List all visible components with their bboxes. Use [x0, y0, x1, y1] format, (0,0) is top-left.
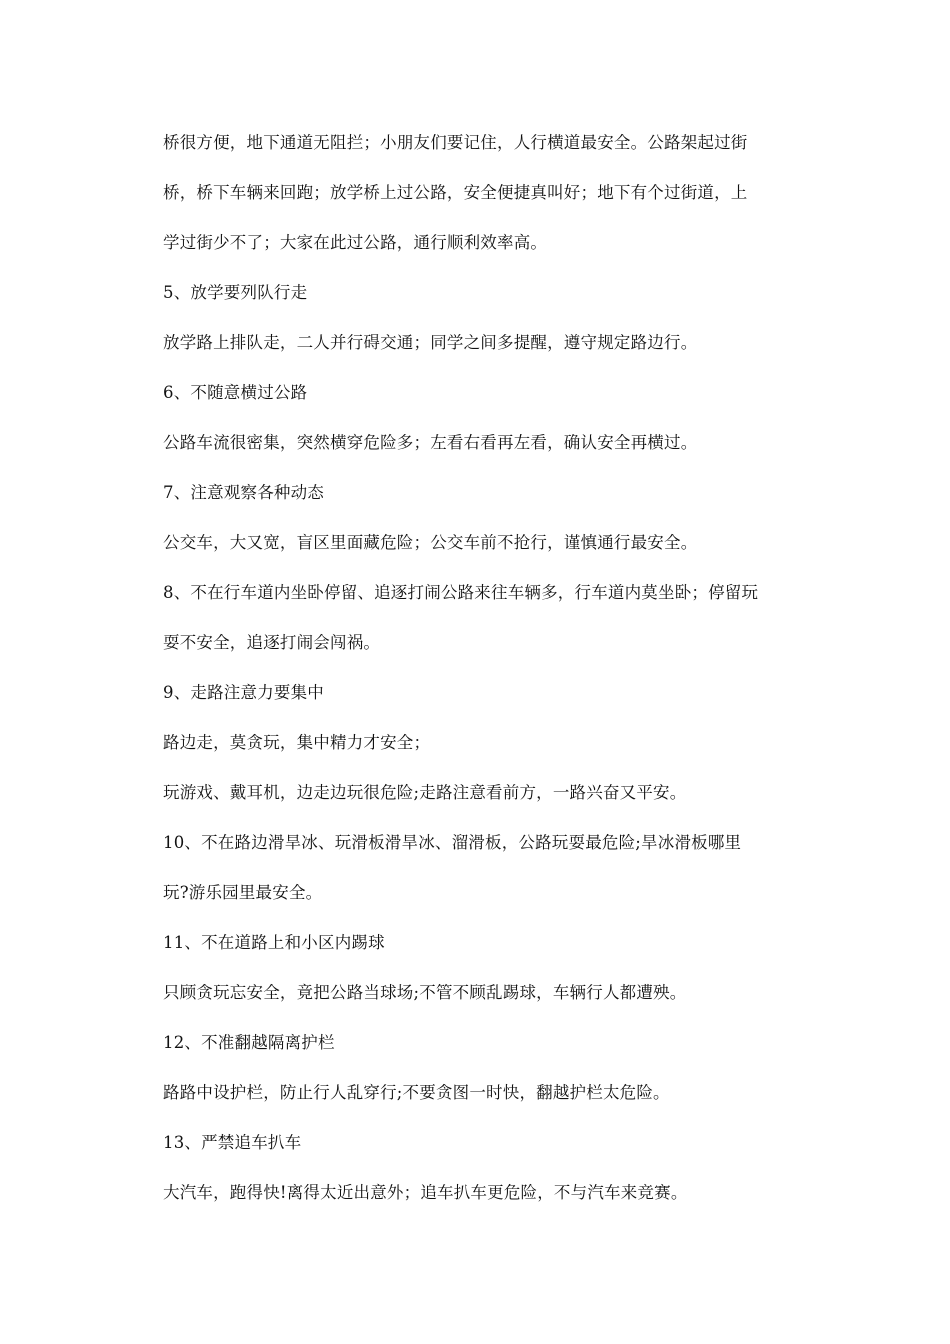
text-line: 公交车，大又宽，盲区里面藏危险；公交车前不抢行，谨慎通行最安全。 [163, 533, 698, 552]
section-heading: 10、不在路边滑旱冰、玩滑板滑旱冰、溜滑板，公路玩耍最危险;旱冰滑板哪里 [163, 833, 742, 852]
text-line: 玩游戏、戴耳机，边走边玩很危险;走路注意看前方，一路兴奋又平安。 [163, 783, 687, 802]
text-line: 路路中设护栏，防止行人乱穿行;不要贪图一时快，翻越护栏太危险。 [163, 1083, 670, 1102]
section-heading: 11、不在道路上和小区内踢球 [163, 933, 385, 952]
section-heading: 8、不在行车道内坐卧停留、追逐打闹公路来往车辆多，行车道内莫坐卧；停留玩 [163, 583, 759, 602]
section-heading: 7、注意观察各种动态 [163, 483, 324, 502]
section-heading: 12、不准翻越隔离护栏 [163, 1033, 335, 1052]
section-heading: 5、放学要列队行走 [163, 283, 308, 302]
text-line: 路边走，莫贪玩，集中精力才安全； [163, 733, 431, 752]
text-line: 桥，桥下车辆来回跑；放学桥上过公路，安全便捷真叫好；地下有个过街道，上 [163, 183, 748, 202]
text-line: 放学路上排队走，二人并行碍交通；同学之间多提醒，遵守规定路边行。 [163, 333, 698, 352]
text-line: 桥很方便，地下通道无阻拦；小朋友们要记住，人行横道最安全。公路架起过街 [163, 133, 748, 152]
text-line: 公路车流很密集，突然横穿危险多；左看右看再左看，确认安全再横过。 [163, 433, 698, 452]
section-heading: 13、严禁追车扒车 [163, 1133, 302, 1152]
section-heading: 6、不随意横过公路 [163, 383, 308, 402]
text-line: 学过街少不了；大家在此过公路，通行顺利效率高。 [163, 233, 548, 252]
text-line: 玩?游乐园里最安全。 [163, 883, 323, 902]
text-line: 只顾贪玩忘安全，竟把公路当球场;不管不顾乱踢球，车辆行人都遭殃。 [163, 983, 687, 1002]
text-line: 大汽车，跑得快!离得太近出意外；追车扒车更危险，不与汽车来竞赛。 [163, 1183, 688, 1202]
text-line: 耍不安全，追逐打闹会闯祸。 [163, 633, 381, 652]
section-heading: 9、走路注意力要集中 [163, 683, 324, 702]
